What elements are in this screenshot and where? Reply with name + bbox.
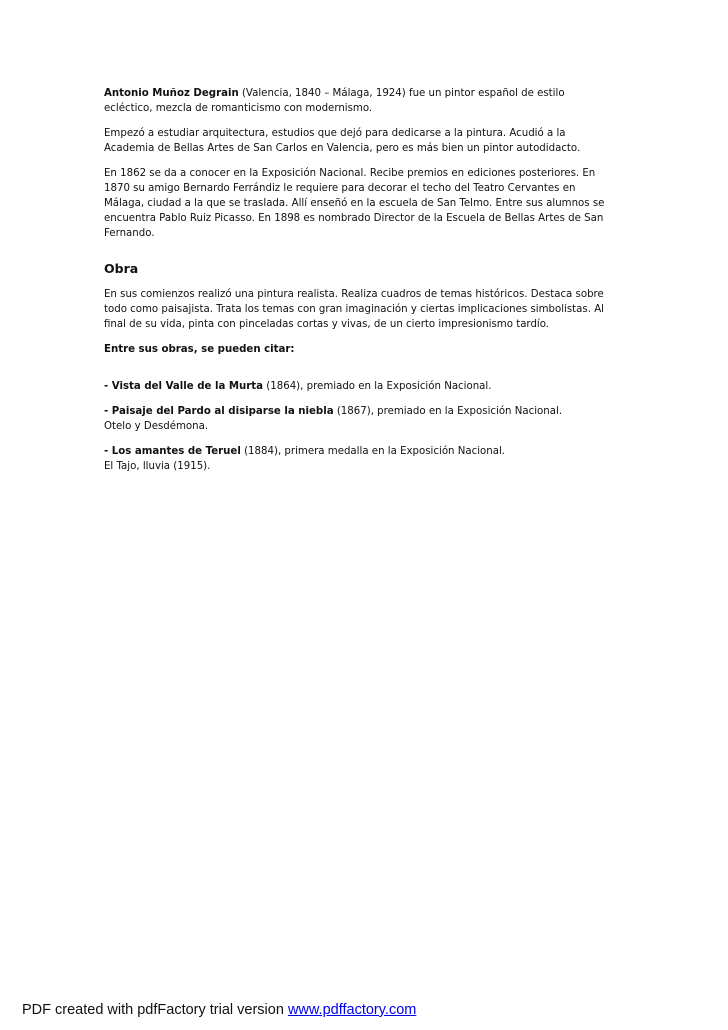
footer-link[interactable]: www.pdffactory.com [287,1002,417,1018]
work-extra: El Tajo, lluvia (1915). [104,461,211,472]
work-title: - Paisaje del Pardo al disiparse la niebla [104,406,334,417]
section-heading-obra: Obra [104,261,139,276]
painter-name: Antonio Muñoz Degrain [104,88,239,99]
works-list-intro-text: Entre sus obras, se pueden citar: [104,344,295,355]
work-detail: (1884), primera medalla en la Exposición Nacional. [240,446,506,457]
work-title: - Los amantes de Teruel [104,446,241,457]
bio-paragraph-1 [104,86,624,116]
bio-paragraph-3: En 1862 se da a conocer en la Exposición Nacional. Recibe premios en ediciones posteriores. En 1870 su amigo Bernardo Ferrándiz le requiere para decorar el techo del Teatro Cervantes en Málaga, ciudad a la que se traslada. Allí enseñó en la escuela de San Telmo. Entre sus alumnos se encuentra Pablo Ruiz Picasso. En 1898 es nombrado Director de la Escuela de Bellas Artes de San Fernando. [104,168,605,239]
document-body [104,86,624,484]
bio-intro-text: (Valencia, 1840 – Málaga, 1924) fue un pintor español de estilo ecléctico, mezcla de romanticismo con modernismo. [104,88,565,114]
obra-paragraph: En sus comienzos realizó una pintura realista. Realiza cuadros de temas históricos. Destaca sobre todo como paisajista. Trata los temas con gran imaginación y ciertas implicaciones simbolistas. Al final de su vida, pinta con pinceladas cortas y vivas, de un cierto impresionismo tardío. [104,289,605,330]
work-title: - Vista del Valle de la Murta [104,381,264,392]
work-item [104,379,624,394]
works-list-intro [104,342,624,357]
work-detail: (1864), premiado en la Exposición Nacional. [263,381,492,392]
work-extra: Otelo y Desdémona. [104,421,209,432]
footer-text: PDF created with pdfFactory trial version [22,1002,288,1018]
work-item [104,444,624,474]
spacer [104,367,624,379]
bio-paragraph-2: Empezó a estudiar arquitectura, estudios que dejó para dedicarse a la pintura. Acudió a la Academia de Bellas Artes de San Carlos en Valencia, pero es más bien un pintor autodidacto. [104,128,581,154]
work-detail: (1867), premiado en la Exposición Nacional. [333,406,563,417]
work-item [104,404,624,434]
pdf-footer [22,1002,416,1018]
